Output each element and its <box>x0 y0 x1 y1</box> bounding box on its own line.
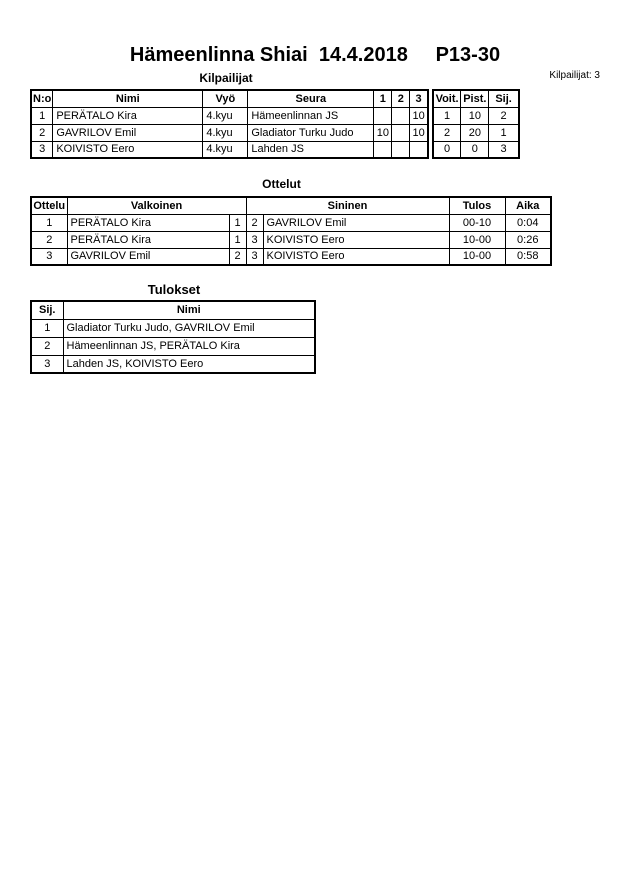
cell-score-2 <box>392 124 410 141</box>
table-row <box>31 231 551 248</box>
cell-name: Hämeenlinnan JS, PERÄTALO Kira <box>63 337 315 355</box>
cell-belt: 4.kyu <box>203 141 248 158</box>
cell-rank: 3 <box>31 355 63 373</box>
cell-points: 10 <box>461 107 489 124</box>
cell-name: Lahden JS, KOIVISTO Eero <box>63 355 315 373</box>
cell-result: 10-00 <box>449 248 505 265</box>
cell-club: Gladiator Turku Judo <box>248 124 374 141</box>
cell-time: 0:26 <box>505 231 551 248</box>
table-row <box>31 214 551 231</box>
col-valkoinen: Valkoinen <box>67 197 246 214</box>
cell-score-3: 10 <box>410 107 428 124</box>
cell-rank: 1 <box>489 124 519 141</box>
cell-score-2 <box>392 107 410 124</box>
cell-result: 10-00 <box>449 231 505 248</box>
col-pist: Pist. <box>461 90 489 107</box>
cell-time: 0:04 <box>505 214 551 231</box>
cell-points: 20 <box>461 124 489 141</box>
matches-header-row <box>31 197 551 214</box>
col-seura: Seura <box>248 90 374 107</box>
col-sij: Sij. <box>489 90 519 107</box>
heading-tulokset: Tulokset <box>147 282 201 297</box>
cell-club: Hämeenlinnan JS <box>248 107 374 124</box>
cell-result: 00-10 <box>449 214 505 231</box>
cell-no: 1 <box>31 107 53 124</box>
cell-no: 2 <box>31 124 53 141</box>
cell-wins: 0 <box>433 141 461 158</box>
competitors-table <box>30 89 429 159</box>
cell-white-no: 1 <box>229 214 246 231</box>
competitors-points-table <box>432 89 520 159</box>
cell-score-2 <box>392 141 410 158</box>
competitors-header-row <box>31 90 428 107</box>
table-row <box>31 107 428 124</box>
table-row <box>31 124 428 141</box>
table-row <box>31 141 428 158</box>
cell-white-name: PERÄTALO Kira <box>67 231 229 248</box>
matches-table <box>30 196 552 266</box>
cell-name: KOIVISTO Eero <box>53 141 203 158</box>
cell-name: GAVRILOV Emil <box>53 124 203 141</box>
table-row <box>433 124 519 141</box>
cell-belt: 4.kyu <box>203 107 248 124</box>
table-row <box>31 319 315 337</box>
col-sininen: Sininen <box>246 197 449 214</box>
results-table <box>30 300 316 374</box>
competitors-points-header-row <box>433 90 519 107</box>
cell-name: PERÄTALO Kira <box>53 107 203 124</box>
col-nimi: Nimi <box>63 301 315 319</box>
col-ottelu: Ottelu <box>31 197 67 214</box>
cell-white-name: GAVRILOV Emil <box>67 248 229 265</box>
cell-match-no: 3 <box>31 248 67 265</box>
table-row <box>433 141 519 158</box>
competitor-count-label: Kilpailijat: 3 <box>549 70 600 81</box>
table-row <box>433 107 519 124</box>
cell-blue-no: 3 <box>246 248 263 265</box>
cell-blue-name: KOIVISTO Eero <box>263 248 449 265</box>
page-title: Hämeenlinna Shiai 14.4.2018 P13-30 <box>129 44 501 66</box>
cell-match-no: 2 <box>31 231 67 248</box>
cell-time: 0:58 <box>505 248 551 265</box>
col-opponent-3: 3 <box>410 90 428 107</box>
cell-match-no: 1 <box>31 214 67 231</box>
cell-score-1: 10 <box>374 124 392 141</box>
cell-rank: 2 <box>489 107 519 124</box>
col-vyo: Vyö <box>203 90 248 107</box>
cell-points: 0 <box>461 141 489 158</box>
cell-wins: 1 <box>433 107 461 124</box>
col-voit: Voit. <box>433 90 461 107</box>
cell-score-3 <box>410 141 428 158</box>
table-row <box>31 337 315 355</box>
cell-white-no: 1 <box>229 231 246 248</box>
col-sij: Sij. <box>31 301 63 319</box>
cell-white-no: 2 <box>229 248 246 265</box>
cell-belt: 4.kyu <box>203 124 248 141</box>
table-row <box>31 355 315 373</box>
cell-blue-name: KOIVISTO Eero <box>263 231 449 248</box>
col-nimi: Nimi <box>53 90 203 107</box>
cell-no: 3 <box>31 141 53 158</box>
col-aika: Aika <box>505 197 551 214</box>
col-no: N:o <box>31 90 53 107</box>
heading-ottelut: Ottelut <box>262 177 301 191</box>
results-header-row <box>31 301 315 319</box>
cell-score-3: 10 <box>410 124 428 141</box>
col-opponent-2: 2 <box>392 90 410 107</box>
cell-white-name: PERÄTALO Kira <box>67 214 229 231</box>
col-tulos: Tulos <box>449 197 505 214</box>
cell-score-1 <box>374 107 392 124</box>
competitors-table-block <box>30 89 520 159</box>
cell-blue-no: 2 <box>246 214 263 231</box>
col-opponent-1: 1 <box>374 90 392 107</box>
cell-rank: 2 <box>31 337 63 355</box>
cell-name: Gladiator Turku Judo, GAVRILOV Emil <box>63 319 315 337</box>
cell-score-1 <box>374 141 392 158</box>
cell-club: Lahden JS <box>248 141 374 158</box>
cell-wins: 2 <box>433 124 461 141</box>
cell-rank: 3 <box>489 141 519 158</box>
cell-rank: 1 <box>31 319 63 337</box>
cell-blue-name: GAVRILOV Emil <box>263 214 449 231</box>
heading-kilpailijat: Kilpailijat <box>199 71 253 85</box>
table-row <box>31 248 551 265</box>
cell-blue-no: 3 <box>246 231 263 248</box>
